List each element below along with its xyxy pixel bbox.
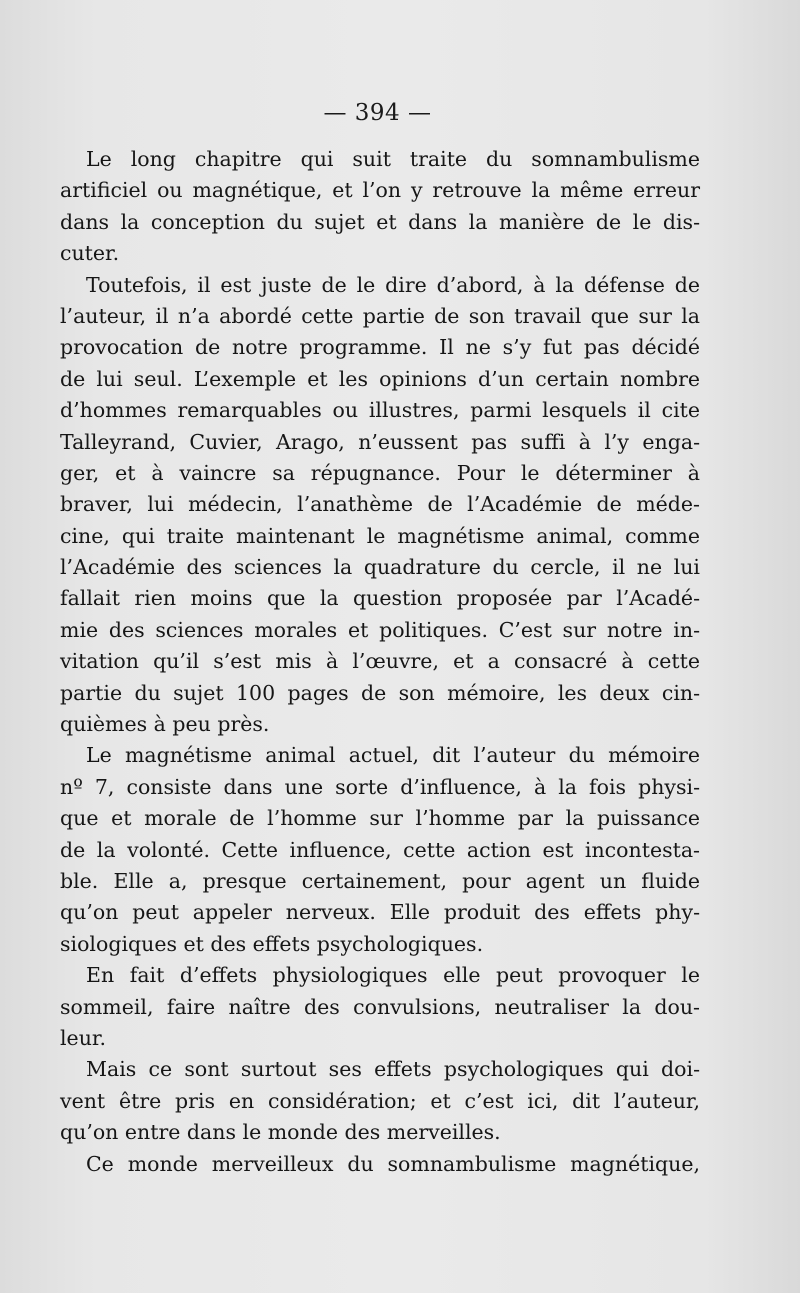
text-line: En fait d’effets physiologiques elle peut provoquer le <box>86 963 700 988</box>
text-line: ble. Elle a, presque certainement, pour agent un fluide <box>60 868 700 893</box>
text-line: cuter. <box>60 241 120 266</box>
text-line: vent être pris en considération; et c’est ici, dit l’auteur, <box>60 1088 700 1113</box>
text-line: Toutefois, il est juste de le dire d’abord, à la défense de <box>86 272 700 297</box>
text-line: quièmes à peu près. <box>60 712 270 737</box>
text-line: nº 7, consiste dans une sorte d’influence, à la fois physi- <box>60 774 700 799</box>
text-line: l’Académie des sciences la quadrature du cercle, il ne lui <box>60 555 700 580</box>
text-line: artificiel ou magnétique, et l’on y retrouve la même erreur <box>60 178 700 203</box>
text-line: de lui seul. L’exemple et les opinions d’un certain nombre <box>60 366 700 391</box>
text-line: provocation de notre programme. Il ne s’y fut pas décidé <box>60 335 700 360</box>
paragraph <box>60 740 700 960</box>
text-line: d’hommes remarquables ou illustres, parmi lesquels il cite <box>60 398 700 423</box>
text-line: Le magnétisme animal actuel, dit l’auteur du mémoire <box>86 743 700 768</box>
text-line: braver, lui médecin, l’anathème de l’Académie de méde- <box>60 492 700 517</box>
text-line: Le long chapitre qui suit traite du somnambulisme <box>86 147 700 171</box>
page-number: — 394 — <box>323 100 432 126</box>
text-line: siologiques et des effets psychologiques. <box>60 931 484 956</box>
text-line: leur. <box>60 1025 106 1050</box>
paragraph <box>60 144 700 270</box>
text-line: l’auteur, il n’a abordé cette partie de son travail que sur la <box>60 303 700 328</box>
text-line: Talleyrand, Cuvier, Arago, n’eussent pas suffi à l’y enga- <box>60 429 700 454</box>
text-line: sommeil, faire naître des convulsions, neutraliser la dou- <box>60 994 700 1019</box>
text-line: de la volonté. Cette influence, cette action est incontesta- <box>60 837 700 862</box>
paragraph <box>60 270 700 741</box>
text-line: partie du sujet 100 pages de son mémoire, les deux cin- <box>60 680 700 705</box>
paragraph <box>60 1054 700 1148</box>
text-line: que et morale de l’homme sur l’homme par la puissance <box>60 806 700 831</box>
paragraph <box>60 960 700 1054</box>
text-line: mie des sciences morales et politiques. C’est sur notre in- <box>60 617 700 642</box>
paragraph <box>60 1149 700 1180</box>
text-line: Mais ce sont surtout ses effets psychologiques qui doi- <box>86 1057 700 1082</box>
text-line: cine, qui traite maintenant le magnétisme animal, comme <box>60 523 700 548</box>
text-line: ger, et à vaincre sa répugnance. Pour le déterminer à <box>60 460 700 485</box>
body-text <box>60 144 700 1180</box>
text-line: dans la conception du sujet et dans la manière de le dis- <box>60 209 700 234</box>
text-line: Ce monde merveilleux du somnambulisme magnétique, <box>86 1151 700 1176</box>
text-line: vitation qu’il s’est mis à l’œuvre, et a consacré à cette <box>60 649 700 674</box>
text-line: qu’on entre dans le monde des merveilles. <box>60 1120 501 1145</box>
text-line: qu’on peut appeler nerveux. Elle produit des effets phy- <box>60 900 700 925</box>
text-line: fallait rien moins que la question proposée par l’Acadé- <box>60 586 700 611</box>
